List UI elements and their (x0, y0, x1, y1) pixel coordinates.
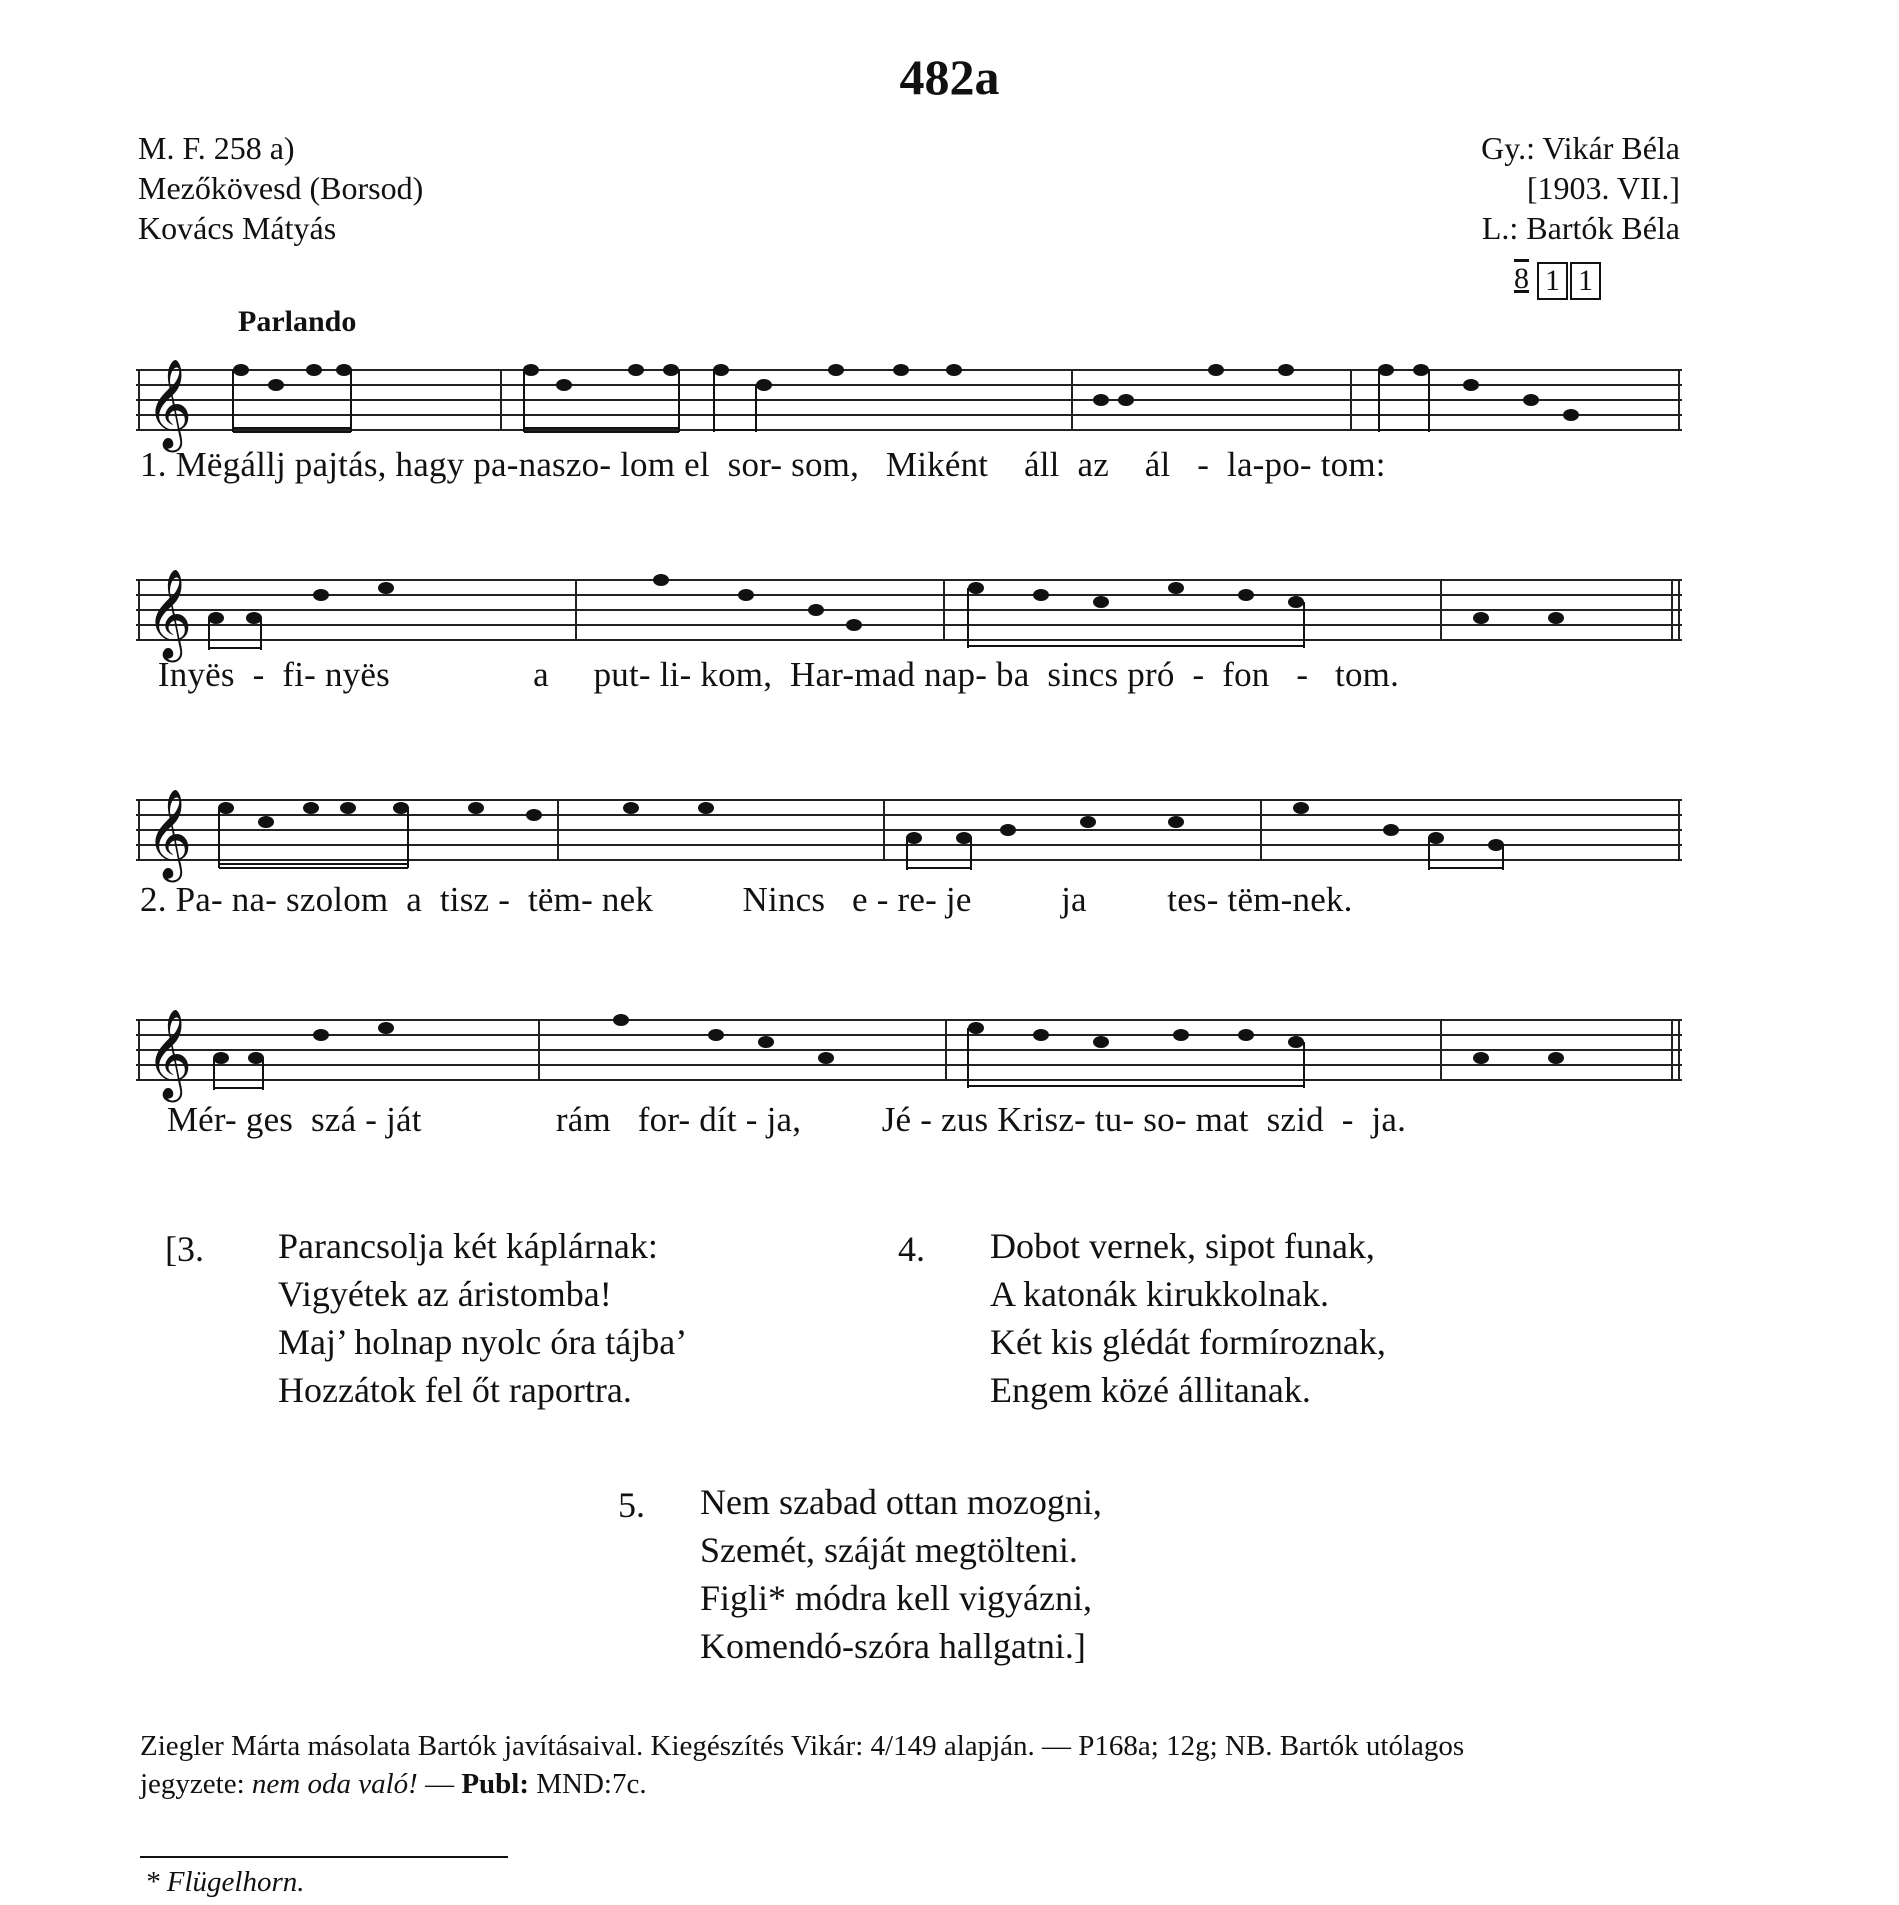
source-catalog: M. F. 258 a) (138, 130, 295, 166)
stanza-line: Maj’ holnap nyolc óra tájba’ (278, 1322, 688, 1362)
transcriber: L.: Bartók Béla (1481, 210, 1680, 246)
stanza-line: Nem szabad ottan mozogni, (700, 1482, 1102, 1522)
treble-clef-icon: 𝄞 (146, 1010, 193, 1099)
tempo-marking: Parlando (238, 305, 357, 338)
treble-clef-icon: 𝄞 (146, 360, 193, 449)
note-italic: nem oda való! (251, 1768, 418, 1800)
stanza-line: Parancsolja két káplárnak: (278, 1226, 658, 1266)
stanza-line: Figli* módra kell vigyázni, (700, 1578, 1092, 1618)
treble-clef-icon: 𝄞 (146, 570, 193, 659)
note-dash: — (417, 1768, 462, 1800)
stanza-line: Szemét, száját megtölteni. (700, 1530, 1078, 1570)
stanza-line: Hozzátok fel őt raportra. (278, 1370, 632, 1410)
lyrics-line-4: Mér- ges szá - ját rám for- dít - ja, Jé - zus Krisz- tu- so- mat szid - ja. (140, 1100, 1407, 1139)
lyrics-line-1: 1. Mëgállj pajtás, hagy pa-naszo- lom el sor- som, Miként áll az ál - la-po- tom: (140, 445, 1386, 484)
classification-boxes (1508, 262, 1601, 300)
box-2: 1 (1537, 262, 1568, 300)
lyrics-line-2: Inyës - fi- nyës a put- li- kom, Har-mad nap- ba sincs pró - fon - tom. (140, 655, 1400, 694)
stanza-line: A katonák kirukkolnak. (990, 1274, 1329, 1314)
stanza-4-text (990, 1222, 1386, 1414)
lyrics-line-3: 2. Pa- na- szolom a tisz - tëm- nek Nincs e - re- je ja tes- tëm-nek. (140, 880, 1353, 919)
stanza-line: Dobot vernek, sipot funak, (990, 1226, 1375, 1266)
box-1: 8 (1514, 262, 1529, 295)
collection-date: [1903. VII.] (1526, 170, 1680, 206)
stanza-line: Vigyétek az áristomba! (278, 1274, 612, 1314)
stanza-3-number: [3. (165, 1229, 204, 1269)
stanza-5-number: 5. (618, 1485, 645, 1525)
stanza-4-number: 4. (898, 1229, 925, 1269)
song-number: 482a (899, 49, 1000, 105)
collector-info (1380, 128, 1680, 248)
note-text-end: MND:7c. (529, 1768, 647, 1800)
note-text: jegyzete: (140, 1768, 252, 1800)
box-3: 1 (1570, 262, 1601, 300)
collector: Gy.: Vikár Béla (1481, 130, 1680, 166)
stanza-line: Komendó-szóra hallgatni.] (700, 1626, 1086, 1666)
source-place: Mezőkövesd (Borsod) (138, 170, 424, 206)
stanza-3-text (278, 1222, 687, 1414)
footnote-rule (140, 1856, 508, 1858)
treble-clef-icon: 𝄞 (146, 790, 193, 879)
source-singer: Kovács Mátyás (138, 210, 337, 246)
note-line-1: Ziegler Márta másolata Bartók javításaival. Kiegészítés Vikár: 4/149 alapján. — P168a; 12g; NB. Bartók utólagos (140, 1730, 1465, 1762)
stanza-5-text (700, 1478, 1102, 1670)
footnote: * Flügelhorn. (145, 1866, 305, 1898)
stanza-line: Engem közé állitanak. (990, 1370, 1311, 1410)
note-line-2 (140, 1765, 1780, 1803)
stanza-line: Két kis glédát formíroznak, (990, 1322, 1386, 1362)
note-bold: Publ: (461, 1768, 530, 1800)
source-info (138, 128, 423, 248)
editorial-note (140, 1727, 1780, 1803)
